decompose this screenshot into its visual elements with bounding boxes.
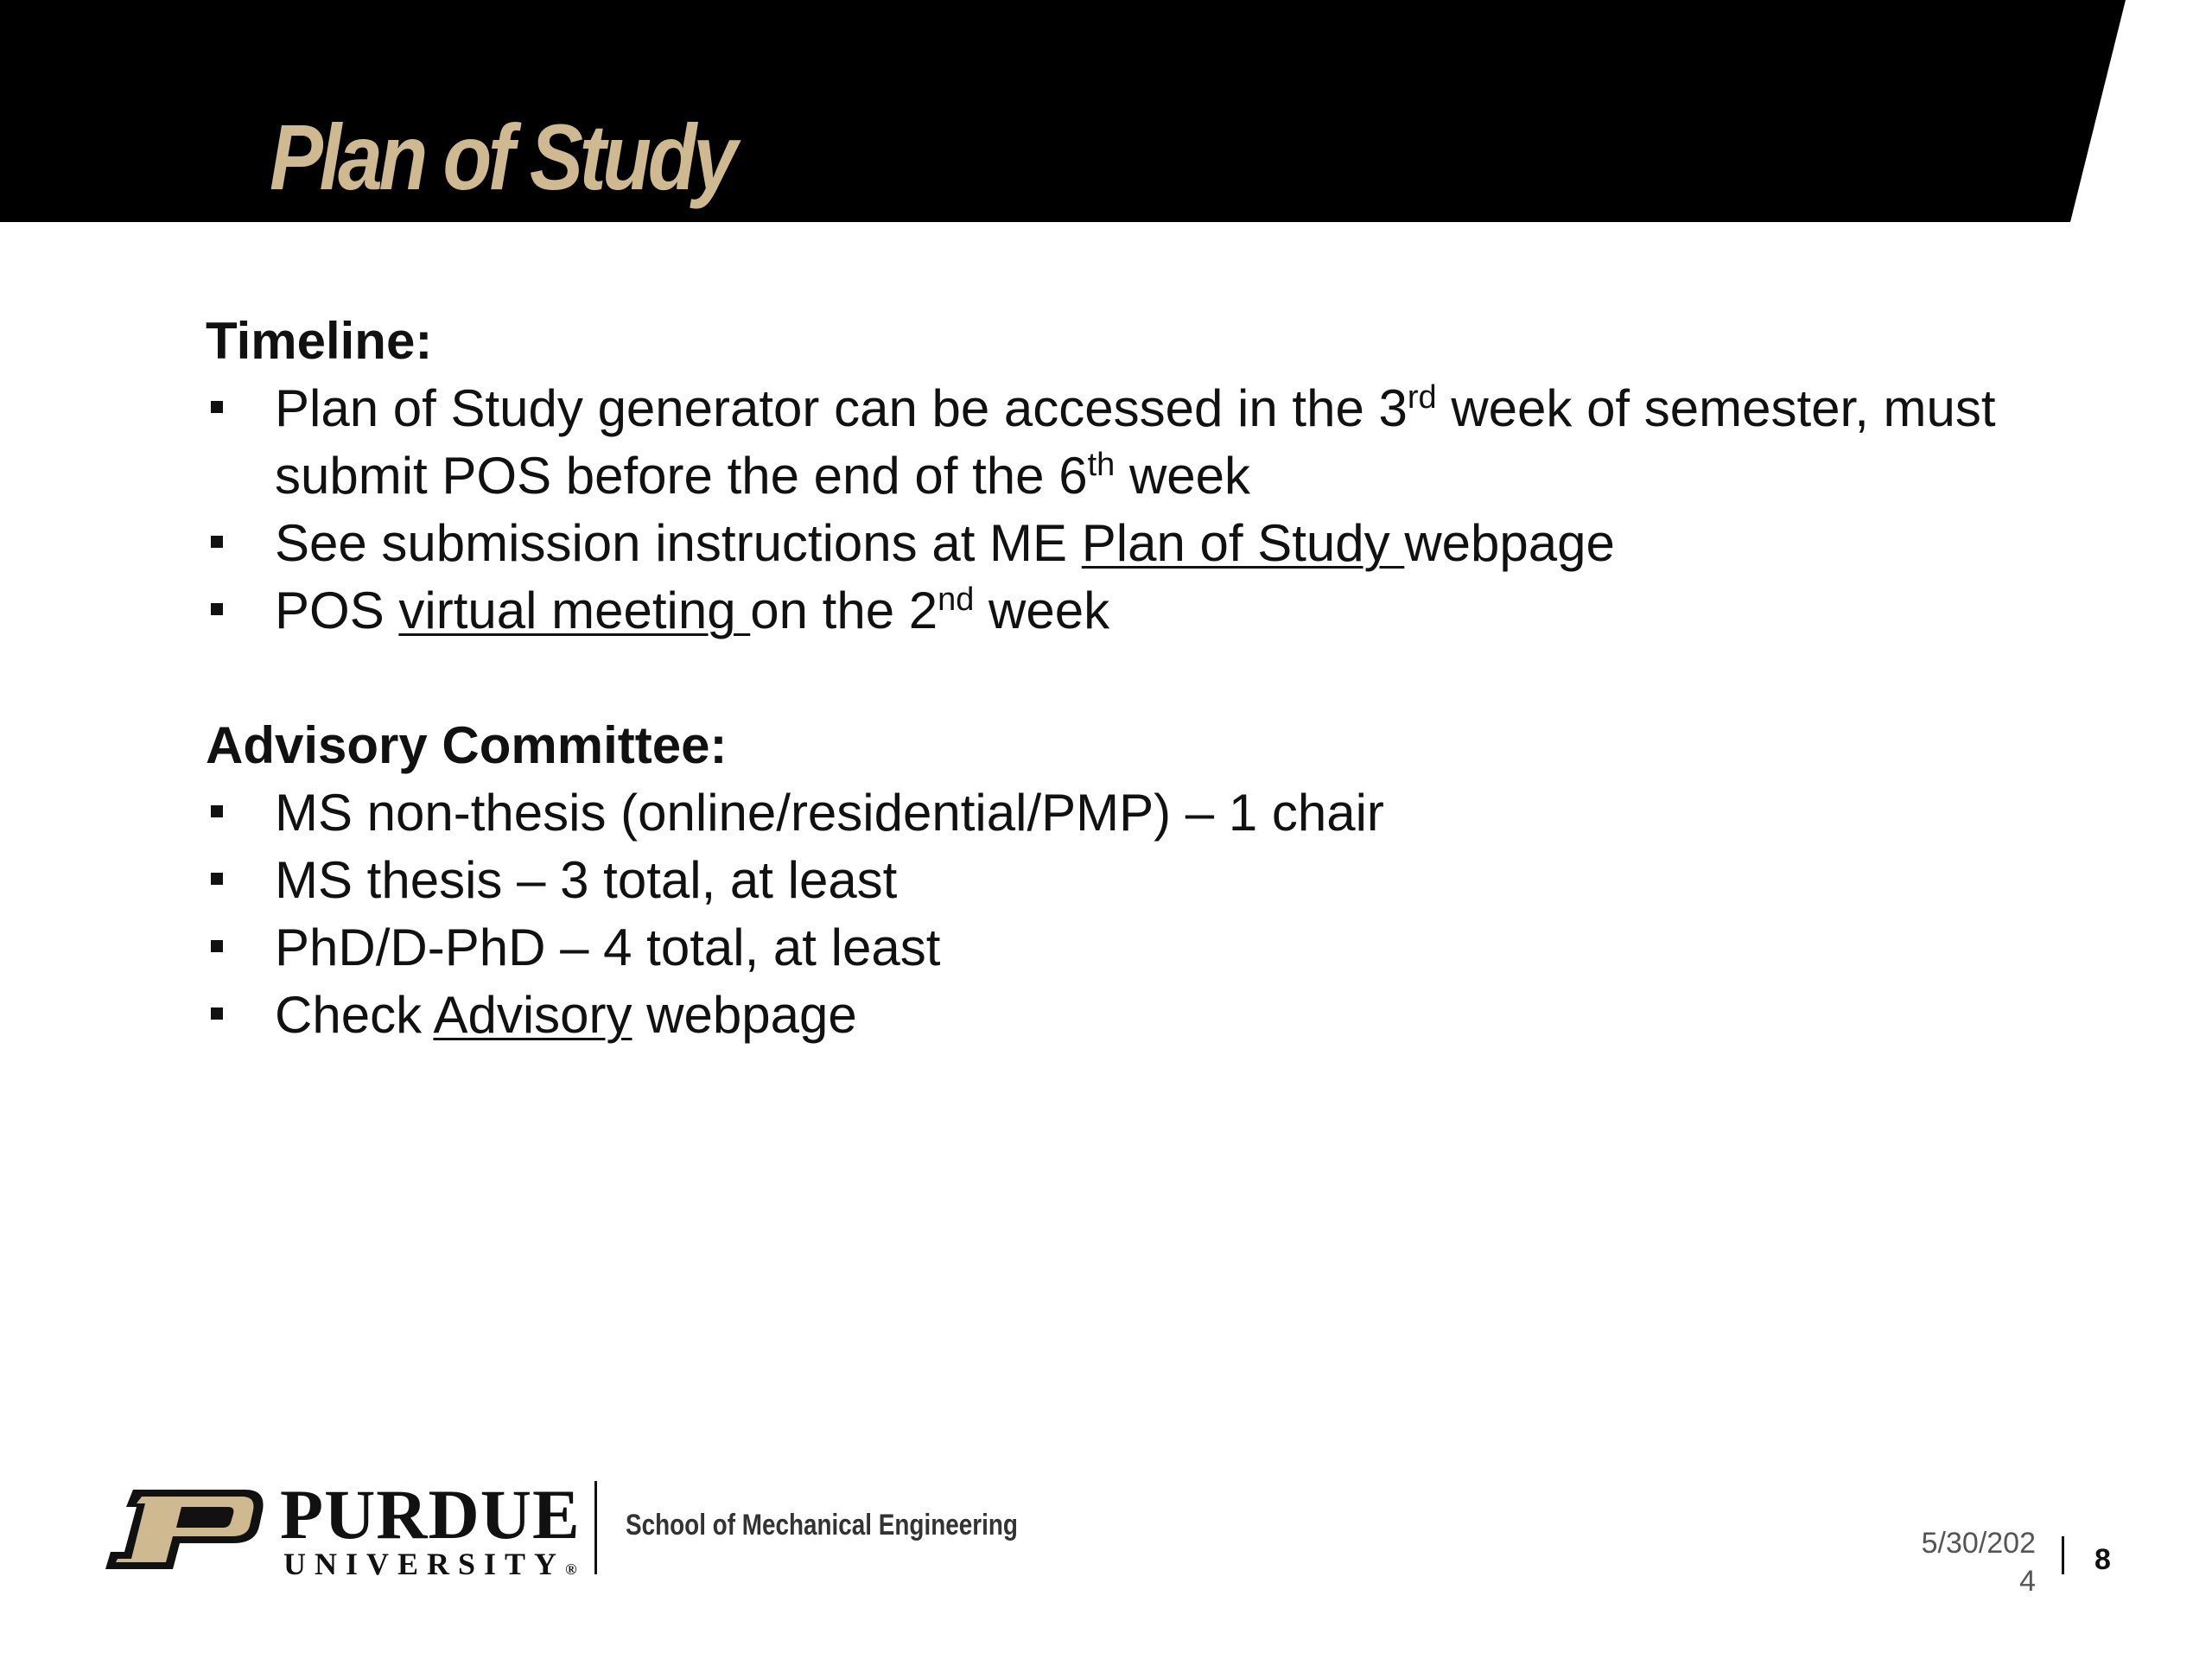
bullet-square-icon	[211, 873, 223, 885]
item-text: on the 2	[750, 582, 938, 639]
item-text: webpage	[1404, 514, 1615, 572]
list-item	[206, 577, 2020, 645]
list-item	[206, 982, 2020, 1049]
bullet-square-icon	[211, 805, 223, 817]
university-text: UNIVERSITY	[283, 1547, 566, 1581]
ordinal-suffix: nd	[938, 582, 975, 618]
item-text: week	[1115, 447, 1251, 505]
university-wordmark	[283, 1548, 577, 1580]
school-name: School of Mechanical Engineering	[626, 1509, 1018, 1541]
ordinal-suffix: rd	[1407, 379, 1437, 416]
item-text: week of semester, must submit POS before the end of the 6	[275, 379, 1996, 505]
spacer	[206, 645, 2020, 712]
item-text: Plan of Study generator can be accessed in the 3	[275, 379, 1408, 437]
bullet-square-icon	[211, 603, 223, 615]
trademark-symbol: ®	[565, 1560, 577, 1578]
ordinal-suffix: th	[1087, 447, 1116, 483]
bullet-square-icon	[211, 536, 223, 548]
item-text: PhD/D-PhD – 4 total, at least	[275, 918, 941, 976]
item-text: week	[974, 582, 1110, 639]
list-item	[206, 375, 2020, 510]
committee-list	[206, 779, 2020, 1049]
committee-heading: Advisory Committee:	[206, 716, 728, 774]
list-item	[206, 779, 2020, 847]
timeline-heading: Timeline:	[206, 312, 433, 370]
item-text: POS	[275, 582, 399, 639]
item-text: See submission instructions at ME	[275, 514, 1082, 572]
purdue-wordmark: PURDUE	[280, 1475, 581, 1554]
list-item	[206, 914, 2020, 982]
slide-date: 5/30/202 4	[1921, 1527, 2036, 1598]
purdue-p-logo-icon	[105, 1486, 266, 1573]
footer-divider	[2062, 1536, 2064, 1574]
plan-of-study-link[interactable]: Plan of Study	[1081, 514, 1405, 572]
item-text: MS thesis – 3 total, at least	[275, 851, 898, 909]
logo-divider	[594, 1481, 597, 1574]
item-text: Check	[275, 986, 434, 1044]
item-text: MS non-thesis (online/residential/PMP) – 1 chair	[275, 784, 1384, 842]
slide-content	[206, 308, 2020, 1049]
virtual-meeting-link[interactable]: virtual meeting	[398, 582, 751, 639]
list-item	[206, 847, 2020, 914]
advisory-link[interactable]: Advisory	[433, 986, 632, 1044]
item-text: webpage	[632, 986, 857, 1044]
timeline-list	[206, 375, 2020, 645]
bullet-square-icon	[211, 401, 223, 413]
bullet-square-icon	[211, 940, 223, 952]
slide-title: Plan of Study	[270, 105, 734, 209]
list-item	[206, 510, 2020, 577]
bullet-square-icon	[211, 1007, 223, 1020]
page-number: 8	[2094, 1543, 2111, 1576]
